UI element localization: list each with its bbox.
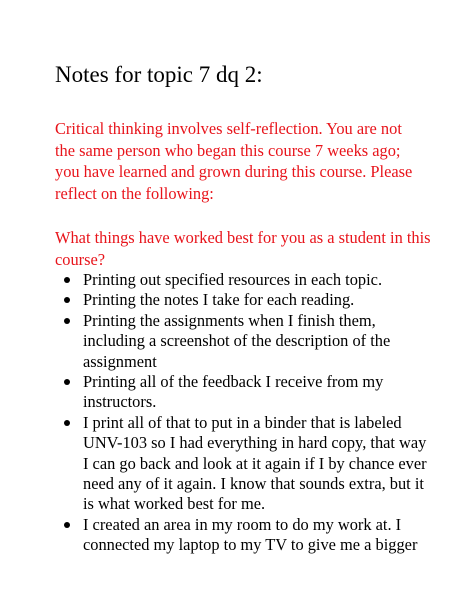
bullet-icon — [64, 522, 70, 528]
list-item — [64, 515, 434, 556]
page-title: Notes for topic 7 dq 2: — [55, 62, 263, 87]
list-item-text: Printing the notes I take for each reading. — [83, 290, 355, 310]
list-item-text: I print all of that to put in a binder that is labeled UNV-103 so I had everything in hard copy, that way I can go back and look at it again if I by chance ever need any of it again. I know that sounds extra, but it is what worked best for me. — [83, 412, 427, 514]
bullet-icon — [64, 277, 70, 283]
list-item — [64, 290, 434, 310]
bullet-icon — [64, 297, 70, 303]
bullet-icon — [64, 379, 70, 385]
list-item — [64, 270, 434, 290]
bullet-icon — [64, 420, 70, 426]
list-item-text: Printing the assignments when I finish them, including a screenshot of the description of the assignment — [83, 310, 391, 371]
reflection-prompt: Critical thinking involves self-reflection. You are not the same person who began this course 7 weeks ago; you have learned and grown during this course. Please reflect on the following: — [55, 119, 413, 203]
list-item — [64, 311, 434, 372]
list-item — [64, 413, 434, 515]
list-item — [64, 372, 434, 413]
question-prompt: What things have worked best for you as a student in this course? — [55, 228, 431, 269]
bullet-icon — [64, 318, 70, 324]
list-item-text: Printing all of the feedback I receive from my instructors. — [83, 372, 384, 412]
answer-list — [64, 270, 434, 556]
list-item-text: Printing out specified resources in each topic. — [83, 270, 383, 289]
list-item-text: I created an area in my room to do my work at. I connected my laptop to my TV to give me a bigger — [83, 514, 418, 555]
